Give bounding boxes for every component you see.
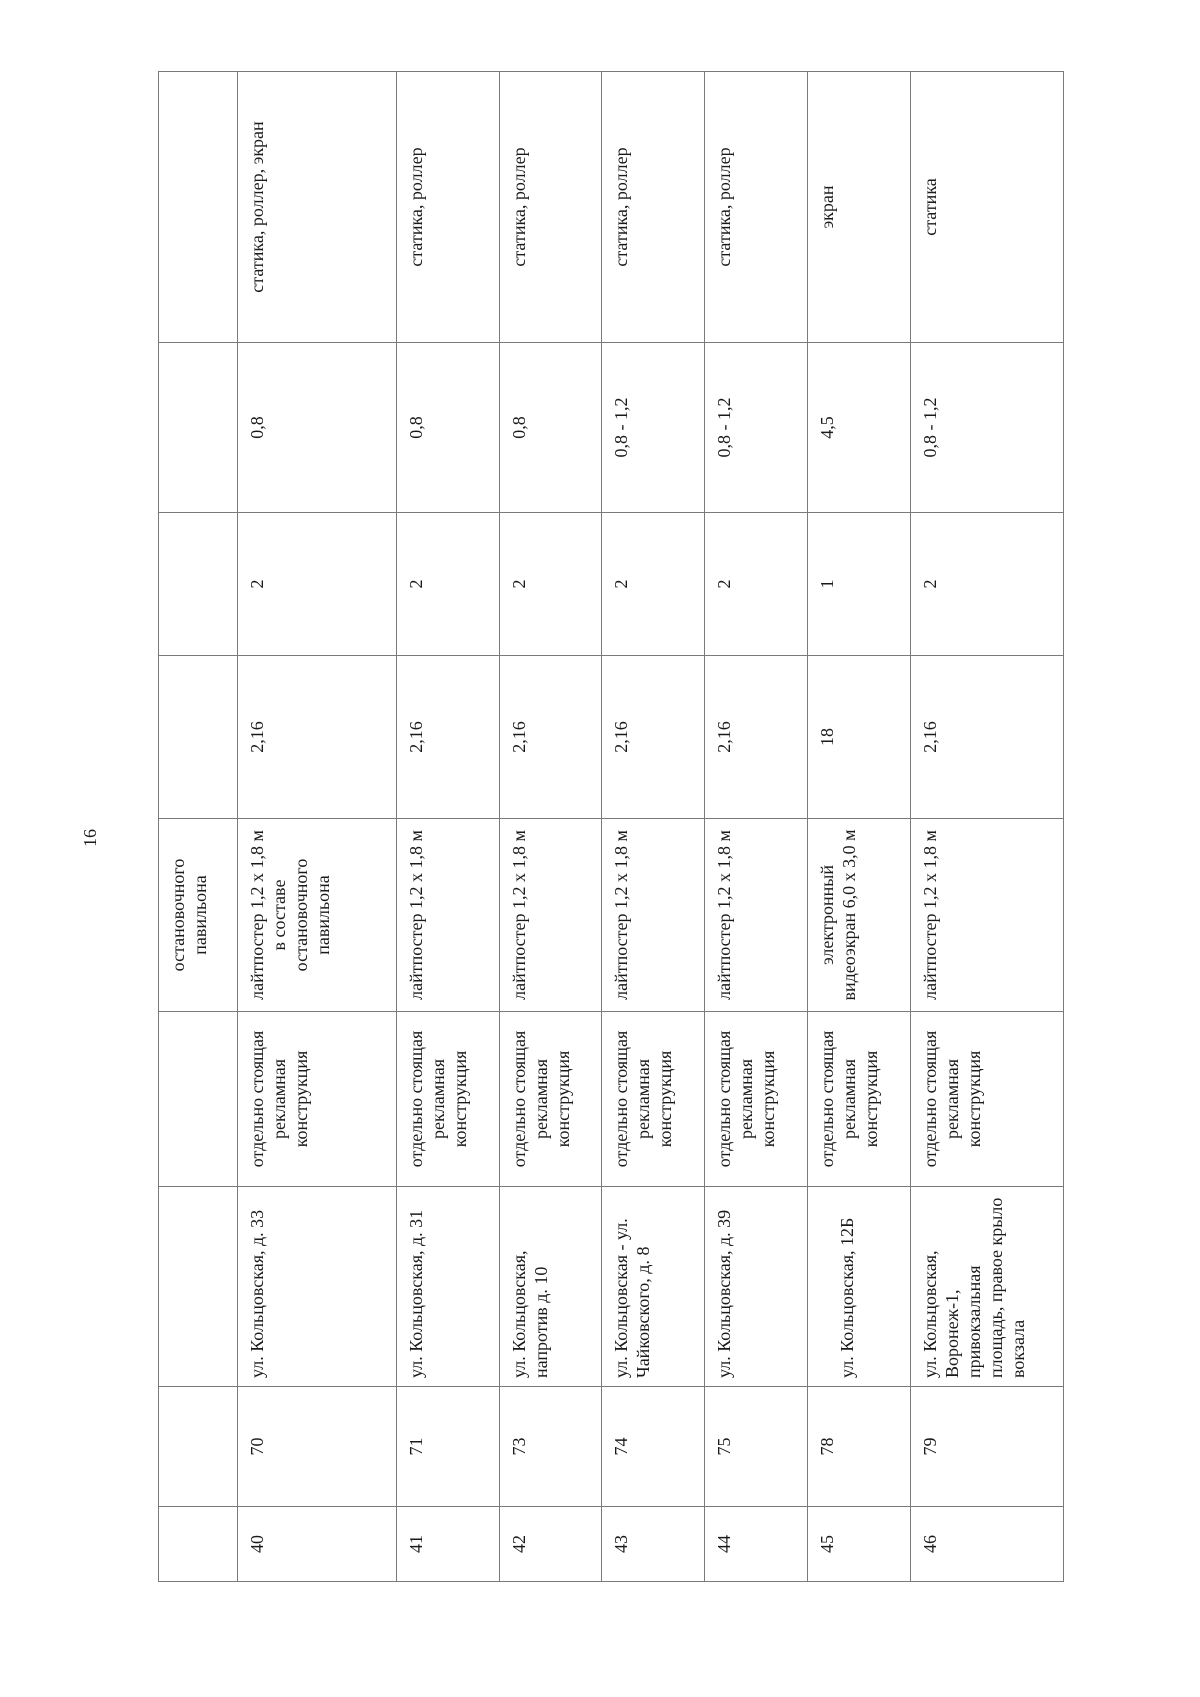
sides-cell: 2 bbox=[397, 513, 500, 656]
header-format-fragment: остановочного павильона bbox=[159, 819, 238, 1012]
row-number: 45 bbox=[807, 1507, 910, 1582]
row-number: 41 bbox=[397, 1507, 500, 1582]
table-row bbox=[910, 72, 1064, 1582]
distance-cell: 0,8 - 1,2 bbox=[602, 343, 705, 513]
format-cell: лайтпостер 1,2 х 1,8 м bbox=[499, 819, 602, 1012]
header-cell bbox=[159, 656, 238, 819]
address-cell: ул. Кольцовская, Воронеж-1, привокзальная площадь, правое крыло вокзала bbox=[910, 1187, 1064, 1387]
area-cell: 18 bbox=[807, 656, 910, 819]
area-cell: 2,16 bbox=[397, 656, 500, 819]
table-row bbox=[499, 72, 602, 1582]
area-cell: 2,16 bbox=[602, 656, 705, 819]
area-cell: 2,16 bbox=[705, 656, 808, 819]
table-row bbox=[238, 72, 397, 1582]
sides-cell: 2 bbox=[499, 513, 602, 656]
row-number: 40 bbox=[238, 1507, 397, 1582]
address-cell: ул. Кольцовская, д. 33 bbox=[238, 1187, 397, 1387]
header-cell bbox=[159, 343, 238, 513]
structure-type-cell: отдельно стоящая рекламная конструкция bbox=[499, 1012, 602, 1187]
row-number: 42 bbox=[499, 1507, 602, 1582]
address-cell: ул. Кольцовская, д. 39 bbox=[705, 1187, 808, 1387]
format-cell: лайтпостер 1,2 х 1,8 м в составе остановочного павильона bbox=[238, 819, 397, 1012]
table-continuation-header-row bbox=[159, 72, 238, 1582]
image-change-cell: статика, роллер bbox=[602, 72, 705, 343]
address-cell: ул. Кольцовская, д. 31 bbox=[397, 1187, 500, 1387]
address-cell: ул. Кольцовская, напротив д. 10 bbox=[499, 1187, 602, 1387]
image-change-cell: статика bbox=[910, 72, 1064, 343]
header-cell bbox=[159, 1187, 238, 1387]
structure-type-cell: отдельно стоящая рекламная конструкция bbox=[910, 1012, 1064, 1187]
format-cell: лайтпостер 1,2 х 1,8 м bbox=[910, 819, 1064, 1012]
distance-cell: 0,8 - 1,2 bbox=[910, 343, 1064, 513]
table-row bbox=[705, 72, 808, 1582]
table-row bbox=[397, 72, 500, 1582]
distance-cell: 0,8 bbox=[397, 343, 500, 513]
header-cell bbox=[159, 1012, 238, 1187]
structure-type-cell: отдельно стоящая рекламная конструкция bbox=[602, 1012, 705, 1187]
map-number: 78 bbox=[807, 1387, 910, 1507]
map-number: 74 bbox=[602, 1387, 705, 1507]
image-change-cell: статика, роллер bbox=[705, 72, 808, 343]
address-cell: ул. Кольцовская - ул. Чайковского, д. 8 bbox=[602, 1187, 705, 1387]
area-cell: 2,16 bbox=[910, 656, 1064, 819]
sides-cell: 2 bbox=[910, 513, 1064, 656]
map-number: 70 bbox=[238, 1387, 397, 1507]
row-number: 44 bbox=[705, 1507, 808, 1582]
row-number: 46 bbox=[910, 1507, 1064, 1582]
header-cell bbox=[159, 72, 238, 343]
row-number: 43 bbox=[602, 1507, 705, 1582]
format-cell: электронный видеоэкран 6,0 х 3,0 м bbox=[807, 819, 910, 1012]
distance-cell: 4,5 bbox=[807, 343, 910, 513]
table-row bbox=[602, 72, 705, 1582]
image-change-cell: статика, роллер bbox=[397, 72, 500, 343]
sides-cell: 1 bbox=[807, 513, 910, 656]
map-number: 73 bbox=[499, 1387, 602, 1507]
distance-cell: 0,8 bbox=[499, 343, 602, 513]
image-change-cell: статика, роллер bbox=[499, 72, 602, 343]
header-cell bbox=[159, 1387, 238, 1507]
header-cell bbox=[159, 513, 238, 656]
area-cell: 2,16 bbox=[238, 656, 397, 819]
area-cell: 2,16 bbox=[499, 656, 602, 819]
structure-type-cell: отдельно стоящая рекламная конструкция bbox=[238, 1012, 397, 1187]
format-cell: лайтпостер 1,2 х 1,8 м bbox=[705, 819, 808, 1012]
structure-type-cell: отдельно стоящая рекламная конструкция bbox=[807, 1012, 910, 1187]
image-change-cell: статика, роллер, экран bbox=[238, 72, 397, 343]
distance-cell: 0,8 bbox=[238, 343, 397, 513]
page-number: 16 bbox=[80, 829, 100, 847]
map-number: 79 bbox=[910, 1387, 1064, 1507]
address-cell bbox=[807, 1187, 910, 1387]
sides-cell: 2 bbox=[238, 513, 397, 656]
distance-cell: 0,8 - 1,2 bbox=[705, 343, 808, 513]
format-cell: лайтпостер 1,2 х 1,8 м bbox=[602, 819, 705, 1012]
image-change-cell: экран bbox=[807, 72, 910, 343]
placement-table bbox=[158, 72, 1064, 1582]
address-text: ул. Кольцовская, 12Б bbox=[836, 1217, 857, 1378]
format-cell: лайтпостер 1,2 х 1,8 м bbox=[397, 819, 500, 1012]
map-number: 75 bbox=[705, 1387, 808, 1507]
structure-type-cell: отдельно стоящая рекламная конструкция bbox=[705, 1012, 808, 1187]
sides-cell: 2 bbox=[602, 513, 705, 656]
header-cell bbox=[159, 1507, 238, 1582]
table-row bbox=[807, 72, 910, 1582]
map-number: 71 bbox=[397, 1387, 500, 1507]
structure-type-cell: отдельно стоящая рекламная конструкция bbox=[397, 1012, 500, 1187]
sides-cell: 2 bbox=[705, 513, 808, 656]
